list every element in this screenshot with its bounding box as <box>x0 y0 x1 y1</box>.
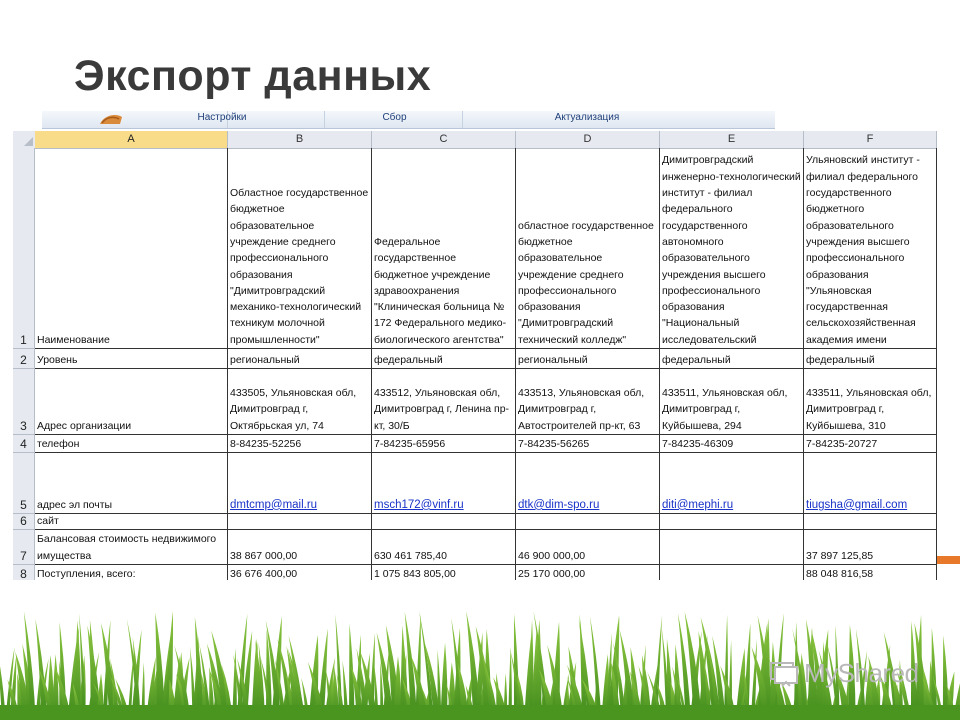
email-link[interactable]: tiugsha@gmail.com <box>806 498 908 511</box>
row-header-4[interactable]: 4 <box>13 435 35 453</box>
cell-value: 8-84235-52256 <box>230 437 302 450</box>
data-cell-b[interactable] <box>228 565 372 580</box>
data-cell-b[interactable] <box>228 453 372 514</box>
ribbon-tab-settings[interactable]: Настройки <box>197 112 247 123</box>
watermark-text: MyShared <box>804 658 919 688</box>
row-header-8[interactable]: 8 <box>13 565 35 580</box>
email-link[interactable]: diti@mephi.ru <box>662 498 734 511</box>
column-header-f[interactable]: F <box>804 131 937 148</box>
cell-value: 7-84235-46309 <box>662 437 734 450</box>
data-cell-c[interactable] <box>372 148 516 349</box>
data-cell-e[interactable] <box>660 148 804 349</box>
slides-icon <box>768 660 800 688</box>
logo-icon <box>96 111 126 127</box>
row-label: Поступления, всего: <box>37 567 136 580</box>
data-cell-e[interactable] <box>660 453 804 514</box>
column-header-d[interactable]: D <box>516 131 660 148</box>
data-cell-c[interactable] <box>372 530 516 565</box>
cell-value: 433505, Ульяновская обл, Димитровград г, Октябрьская ул, 74 <box>230 387 357 432</box>
data-cell-e[interactable] <box>660 565 804 580</box>
row-header-7[interactable]: 7 <box>13 530 35 565</box>
email-link[interactable]: dmtcmp@mail.ru <box>230 498 318 511</box>
cell-value: 433511, Ульяновская обл, Димитровград г, Куйбышева, 294 <box>662 387 788 432</box>
data-cell-c[interactable] <box>372 453 516 514</box>
data-cell-e[interactable] <box>660 530 804 565</box>
row-label: телефон <box>37 437 80 450</box>
row-label: Уровень <box>37 353 78 366</box>
row-label: сайт <box>37 514 59 527</box>
data-cell-d[interactable] <box>516 148 660 349</box>
column-header-a[interactable]: A <box>35 131 228 148</box>
row-header-5[interactable]: 5 <box>13 453 35 514</box>
data-cell-f[interactable] <box>804 530 937 565</box>
cell-value: 7-84235-65956 <box>374 437 446 450</box>
data-cell-f[interactable] <box>804 514 937 530</box>
accent-bar <box>937 556 960 564</box>
data-cell-e[interactable] <box>660 349 804 369</box>
data-cell-b[interactable] <box>228 530 372 565</box>
data-cell-b[interactable] <box>228 349 372 369</box>
data-cell-c[interactable] <box>372 369 516 435</box>
row-label-cell[interactable] <box>35 565 228 580</box>
ribbon-divider <box>324 111 325 128</box>
email-link[interactable]: dtk@dim-spo.ru <box>518 498 600 511</box>
row-header-3[interactable]: 3 <box>13 369 35 435</box>
data-cell-f[interactable] <box>804 435 937 453</box>
column-header-row <box>13 131 937 149</box>
grass-blade <box>724 615 728 720</box>
row-label: Балансовая стоимость недвижимого имущества <box>37 533 217 562</box>
data-cell-f[interactable] <box>804 148 937 349</box>
cell-value: 7-84235-56265 <box>518 437 590 450</box>
data-cell-c[interactable] <box>372 435 516 453</box>
data-cell-b[interactable] <box>228 369 372 435</box>
slide-title: Экспорт данных <box>74 52 432 100</box>
cell-value: Федеральное государственное бюджетное учреждение здравоохранения "Клиническая больница № 172 Федерального медико-биологического агентства" <box>374 235 507 346</box>
cell-value: региональный <box>230 353 300 366</box>
data-cell-d[interactable] <box>516 453 660 514</box>
cell-value: 25 170 000,00 <box>518 567 586 580</box>
cell-value: 433511, Ульяновская обл, Димитровград г, Куйбышева, 310 <box>806 387 932 432</box>
cell-value: федеральный <box>662 353 731 366</box>
data-cell-f[interactable] <box>804 453 937 514</box>
cell-value: 46 900 000,00 <box>518 549 586 562</box>
cell-value: 88 048 816,58 <box>806 567 874 580</box>
data-cell-e[interactable] <box>660 514 804 530</box>
cell-value: федеральный <box>806 353 875 366</box>
data-cell-b[interactable] <box>228 514 372 530</box>
row-label: Наименование <box>37 333 110 346</box>
data-cell-d[interactable] <box>516 514 660 530</box>
ribbon-tab-collect[interactable]: Сбор <box>382 112 407 123</box>
data-cell-d[interactable] <box>516 530 660 565</box>
cell-value: Ульяновский институт - филиал федерального государственного бюджетного образовательного учреждения высшего профессионального образования "Ульяновская государственная сельскохозяйственная академия имени <box>806 154 920 346</box>
data-cell-f[interactable] <box>804 369 937 435</box>
row-label-cell[interactable] <box>35 148 228 349</box>
cell-value: 37 897 125,85 <box>806 549 874 562</box>
row-label: адрес эл почты <box>37 498 113 511</box>
cell-value: 433513, Ульяновская обл, Димитровград г, Автостроителей пр-кт, 63 <box>518 387 645 432</box>
cell-value: 36 676 400,00 <box>230 567 298 580</box>
data-cell-f[interactable] <box>804 349 937 369</box>
cell-value: региональный <box>518 353 588 366</box>
row-header-6[interactable]: 6 <box>13 514 35 530</box>
data-cell-b[interactable] <box>228 148 372 349</box>
cell-value: 433512, Ульяновская обл, Димитровград г, Ленина пр-кт, 30/Б <box>374 387 510 432</box>
row-label-cell[interactable] <box>35 349 228 369</box>
row-label-cell[interactable] <box>35 369 228 435</box>
row-header-1[interactable]: 1 <box>13 148 35 349</box>
cell-value: федеральный <box>374 353 443 366</box>
row-label: Адрес организации <box>37 419 132 432</box>
select-all-corner[interactable] <box>13 131 36 148</box>
ribbon-bar <box>42 111 775 129</box>
data-cell-c[interactable] <box>372 565 516 580</box>
data-cell-c[interactable] <box>372 349 516 369</box>
cell-value: Димитровградский инженерно-технологический институт - филиал федерального государственного автономного образовательного учреждения высшего профессионального образования "Национальный исследовательский <box>662 154 801 346</box>
row-label-cell[interactable] <box>35 435 228 453</box>
cell-value: 1 075 843 805,00 <box>374 567 456 580</box>
data-cell-d[interactable] <box>516 565 660 580</box>
row-label-cell[interactable] <box>35 514 228 530</box>
data-cell-e[interactable] <box>660 435 804 453</box>
ribbon-divider <box>462 111 463 128</box>
data-cell-d[interactable] <box>516 435 660 453</box>
column-header-c[interactable]: C <box>372 131 516 148</box>
data-cell-c[interactable] <box>372 514 516 530</box>
cell-value: областное государственное бюджетное образовательное учреждение среднего профессионального образования "Димитровградский технический колледж" <box>518 219 654 346</box>
row-header-2[interactable]: 2 <box>13 349 35 369</box>
data-cell-d[interactable] <box>516 349 660 369</box>
column-header-b[interactable]: B <box>228 131 372 148</box>
data-cell-f[interactable] <box>804 565 937 580</box>
cell-value: 7-84235-20727 <box>806 437 878 450</box>
cell-value: 38 867 000,00 <box>230 549 298 562</box>
data-cell-b[interactable] <box>228 435 372 453</box>
row-label-cell[interactable] <box>35 530 228 565</box>
cell-value: Областное государственное бюджетное образовательное учреждение среднего профессионального образования "Димитровградский механико-технологический техникум молочной промышленности" <box>230 187 369 346</box>
cell-value: 630 461 785,40 <box>374 549 447 562</box>
row-label-cell[interactable] <box>35 453 228 514</box>
data-cell-e[interactable] <box>660 369 804 435</box>
email-link[interactable]: msch172@vinf.ru <box>374 498 464 511</box>
spreadsheet-grid[interactable] <box>13 131 937 580</box>
data-cell-d[interactable] <box>516 369 660 435</box>
ribbon-tab-update[interactable]: Актуализация <box>554 112 620 123</box>
column-header-e[interactable]: E <box>660 131 804 148</box>
